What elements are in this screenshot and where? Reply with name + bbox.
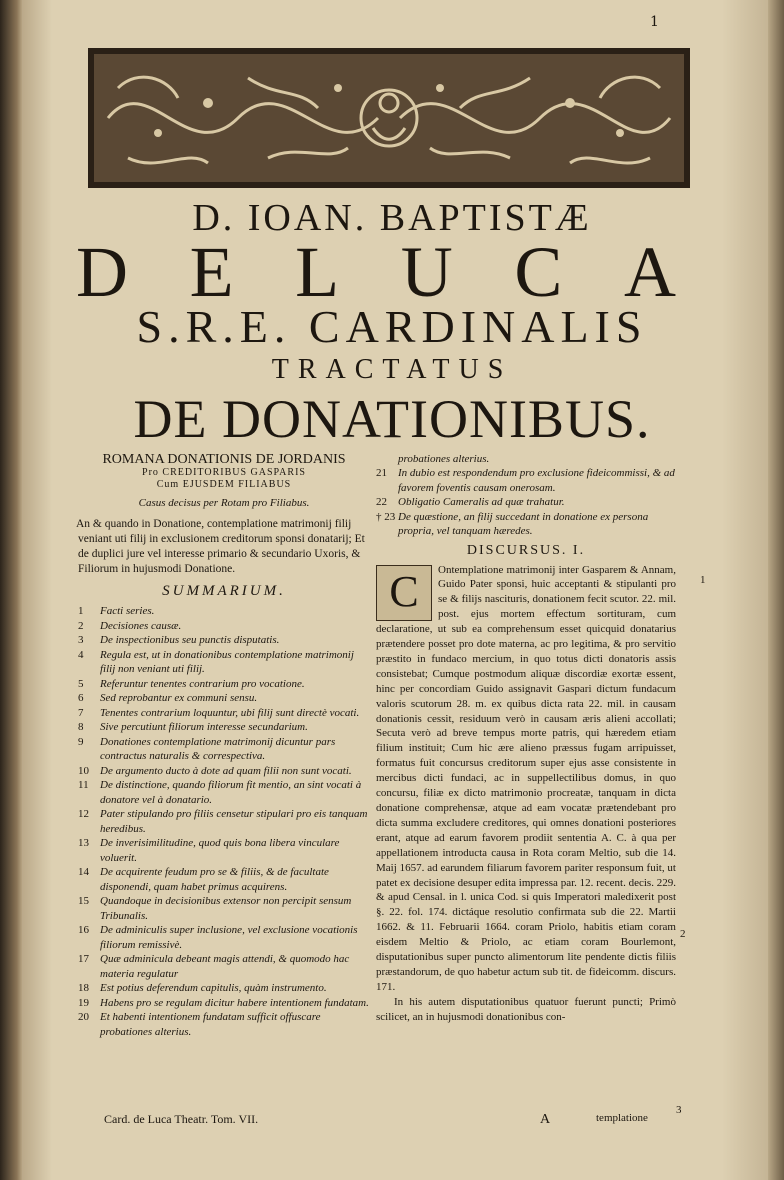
right-column bbox=[376, 452, 676, 1025]
name-letter: C bbox=[514, 232, 563, 312]
summary-item-number: 5 bbox=[78, 677, 84, 690]
summary-item bbox=[78, 735, 370, 764]
summary-item-text: Obligatio Cameralis ad quæ trahatur. bbox=[398, 496, 565, 508]
case-title: ROMANA DONATIONIS DE JORDANIS bbox=[102, 452, 346, 467]
case-subtitle: Pro CREDITORIBUS GASPARIS bbox=[142, 467, 306, 478]
drop-cap: C bbox=[376, 565, 432, 621]
summary-item-number: 2 bbox=[78, 619, 84, 632]
summarium-heading: SUMMARIUM. bbox=[162, 583, 286, 599]
cardinal-line: S.R.E. CARDINALIS bbox=[136, 301, 648, 352]
discourse-body bbox=[376, 563, 676, 1025]
case-question: An & quando in Donatione, contemplatione matrimonij filij veniant uti filij in exclusionem creditorum sponsi donatarij; Et de duplici jure vel interesse primario & secundario Uxoris, & Filiorum in hujusmodi Donatione. bbox=[76, 518, 365, 575]
summary-item-text: Quæ adminicula debeant magis attendi, & quomodo hac materia regulatur bbox=[100, 953, 350, 980]
summary-item-text: Et habenti intentionem fundatam sufficit offuscare probationes alterius. bbox=[100, 1011, 321, 1038]
summary-item-text: Sive percutiunt filiorum interesse secundarium. bbox=[100, 721, 308, 733]
summary-item bbox=[78, 807, 370, 836]
summary-item-number: 8 bbox=[78, 721, 84, 733]
summary-item-text: Decisiones causæ. bbox=[100, 619, 182, 632]
summary-item bbox=[376, 495, 676, 510]
summary-item-number: 16 bbox=[78, 924, 89, 936]
case-subtitle: Cum EJUSDEM FILIABUS bbox=[156, 479, 292, 490]
summary-item-number: 17 bbox=[78, 953, 89, 965]
summary-continuation: probationes alterius. bbox=[398, 453, 490, 465]
summary-item-text: De argumento ducto à dote ad quam filii non sunt vocati. bbox=[100, 764, 352, 777]
paragraph: In his autem disputationibus quatuor fuerunt puncti; Primò scilicet, an in hujusmodi donationibus con- bbox=[376, 995, 676, 1023]
author-surname bbox=[76, 232, 676, 312]
summary-item bbox=[78, 996, 370, 1011]
margin-number: 2 bbox=[680, 928, 686, 940]
summary-item-number: 7 bbox=[78, 706, 84, 719]
summary-item bbox=[78, 764, 370, 779]
page-edge bbox=[768, 0, 784, 1180]
case-decision-note: Casus decisus per Rotam pro Filiabus. bbox=[138, 497, 310, 509]
summary-item-number: 11 bbox=[78, 779, 89, 791]
summary-item-number: 3 bbox=[78, 634, 84, 646]
summarium-list-continued bbox=[376, 466, 676, 539]
summary-item bbox=[78, 865, 370, 894]
running-footer: Card. de Luca Theatr. Tom. VII. bbox=[104, 1112, 259, 1126]
name-letter: D bbox=[76, 232, 128, 312]
summary-item-number: 6 bbox=[78, 692, 84, 704]
summary-item-number: 19 bbox=[78, 996, 89, 1009]
summary-item bbox=[376, 466, 676, 495]
catchword: templatione bbox=[596, 1112, 648, 1124]
summary-item-number: 15 bbox=[78, 895, 89, 907]
summary-item-text: De quæstione, an filij succedant in donatione ex persona propria, vel tanquam hæredes. bbox=[398, 510, 649, 537]
name-letter: A bbox=[623, 232, 676, 312]
book-gutter bbox=[0, 0, 24, 1180]
summary-item bbox=[78, 648, 370, 677]
summary-item-number: 10 bbox=[78, 764, 89, 777]
summary-item-number: 21 bbox=[376, 467, 387, 479]
summary-item-text: De distinctione, quando filiorum fit mentio, an sint vocati à donatore vel à donatario. bbox=[100, 779, 362, 806]
summarium-list bbox=[78, 604, 370, 1039]
summary-item-text: Donationes contemplatione matrimonij dicuntur pars contractus naturalis & correspectiva. bbox=[100, 735, 336, 762]
summary-item bbox=[78, 720, 370, 735]
work-title: DE DONATIONIBUS. bbox=[133, 389, 651, 449]
summary-item-text: Facti series. bbox=[100, 605, 155, 617]
summary-item bbox=[78, 952, 370, 981]
summary-item bbox=[78, 604, 370, 619]
summary-item-text: In dubio est respondendum pro exclusione fideicommissi, & ad favorem foventis causam onerosam. bbox=[398, 467, 675, 494]
summary-item-number: 4 bbox=[78, 648, 84, 661]
summary-item bbox=[78, 677, 370, 692]
name-letter: L bbox=[295, 232, 340, 312]
summary-item bbox=[376, 510, 676, 539]
summary-item-text: De adminiculis super inclusione, vel exclusione vocationis filiorum remissivè. bbox=[100, 924, 358, 951]
summary-item-text: Referuntur tenentes contrarium pro vocatione. bbox=[100, 677, 305, 690]
headpiece-ornament-icon bbox=[88, 48, 690, 188]
summary-item-number: 18 bbox=[78, 982, 89, 994]
summary-item-number: 9 bbox=[78, 735, 84, 748]
summary-item-text: Est potius deferendum capitulis, quàm instrumento. bbox=[100, 982, 327, 994]
left-column bbox=[78, 452, 370, 1039]
summary-item-text: De inverisimilitudine, quod quis bona libera vinculare voluerit. bbox=[100, 837, 340, 864]
summary-item-number: 13 bbox=[78, 837, 89, 849]
summary-item bbox=[78, 1010, 370, 1039]
summary-item bbox=[78, 633, 370, 648]
corner-mark: 1 bbox=[650, 14, 659, 30]
summary-item-number: 14 bbox=[78, 866, 89, 878]
summary-item-text: De inspectionibus seu punctis disputatis. bbox=[100, 634, 280, 646]
summary-item-number: 1 bbox=[78, 605, 84, 617]
tractatus-line: TRACTATUS bbox=[271, 354, 513, 385]
summary-item bbox=[78, 706, 370, 721]
summary-item bbox=[78, 981, 370, 996]
summary-item-text: Pater stipulando pro filiis censetur stipulari pro eis tanquam heredibus. bbox=[100, 808, 368, 835]
summary-item bbox=[78, 619, 370, 634]
summary-item bbox=[78, 778, 370, 807]
margin-number: 1 bbox=[700, 574, 706, 586]
summary-item bbox=[78, 923, 370, 952]
signature-mark: A bbox=[540, 1112, 551, 1127]
margin-number: 3 bbox=[676, 1104, 682, 1116]
paragraph: Ontemplatione matrimonij inter Gasparem & Annam, Guido Pater sponsi, huic acceptanti & stipulanti pro se & filijs nascituris, donationem fecit scutor. 22. mil. post. ejus mortem effectum sortituram, cum declaratione, ut sub ea comprehensum esset quicquid donatarius prætendere posset pro dote materna, ac pro legitima, & pro servitio præstito in fundaco mercium, in quo totus dicti donatoris assis consistebat; Cumque postmodum aliquæ discordiæ exortæ essent, hinc per concordiam Guido assignavit Gaspari dictum fundacum valoris scutorum 28. m. ex quibus dicta rata 22. mil. in causam donationis cessit, residuum verò in causam æris alieni accollati; Secuta verò ad breve tempus morte patris, qui hæredem etiam filium instituit; Cum hic ære alieno præssus fugam arripuisset, formatus fuit concursus creditorum super ejus asse consistente in mercibus dicti fundaci, ac in suppellectilibus domus, in quo concursu, filiæ ex dicto matrimonio procreatæ, tanquam in dicta donatione comprehensæ, atque ad eam vocatæ prætendebant pro dicta summa excludere creditores, qui omnes donationi posteriores erant, atque ad earum favorem prodiit sententia A. C. à qua per appellationem introducta causa in Rota coram Meltio, sub die 14. Maij 1657. ad earundem filiarum favorem pariter responsum fuit, ut patet ex decisione desuper edita impressa par. 12. recent. decis. 229. & apud Censal. in l. unica Cod. si quis Imperatori maledixerit post §. 22. fol. 174. dictáque resolutio confirmata sub die 22. Martii 1662. & 11. Februarii 1664. coram Priolo, habitis etiam coram eisdem Meltio & Priolo, ac etiam coram Bourlemont, disputationibus super puncto alimentorum lite pendente dictis filiis præstandorum, de quo habetur actum sub tit. de fideicomm. discurs. 171. bbox=[376, 563, 676, 993]
discursus-heading: DISCURSUS. I. bbox=[466, 542, 586, 558]
summary-item-text: Tenentes contrarium loquuntur, ubi filij sunt directè vocati. bbox=[100, 706, 360, 719]
summary-item-number: † 23 bbox=[376, 510, 396, 523]
summary-item-number: 20 bbox=[78, 1011, 89, 1023]
name-letter: U bbox=[400, 232, 453, 312]
summary-item-number: 12 bbox=[78, 808, 89, 820]
author-line: D. IOAN. BAPTISTÆ bbox=[192, 197, 592, 239]
summary-item-text: De acquirente feudum pro se & filiis, & de facultate disponendi, quam habet primus acquirens. bbox=[100, 866, 329, 893]
summary-item-text: Habens pro se regulam dicitur habere intentionem fundatam. bbox=[100, 996, 369, 1009]
summary-item bbox=[78, 836, 370, 865]
name-letter: E bbox=[189, 232, 234, 312]
summary-item-text: Sed reprobantur ex communi sensu. bbox=[100, 692, 258, 704]
summary-item-number: 22 bbox=[376, 496, 387, 508]
summary-item-text: Quandoque in decisionibus extensor non percipit sensum Tribunalis. bbox=[100, 895, 352, 922]
summary-item bbox=[78, 894, 370, 923]
summary-item bbox=[78, 691, 370, 706]
summary-item-text: Regula est, ut in donationibus contemplatione matrimonij filij non veniant uti filij. bbox=[100, 648, 354, 675]
